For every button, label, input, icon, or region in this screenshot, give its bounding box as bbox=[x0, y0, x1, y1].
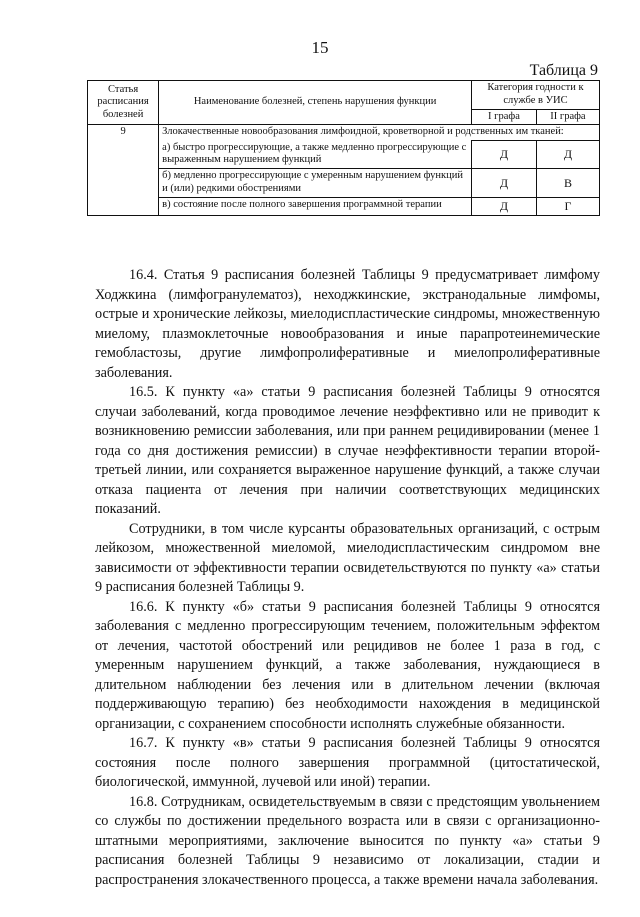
paragraph-employees: Сотрудники, в том числе курсанты образовательных организаций, с острым лейкозом, множественной миеломой, миелодиспластическим синдромом вне зависимости от эффективности терапии освидетельствуются по пункту «а» статьи 9 расписания болезней Таблицы 9. bbox=[95, 520, 600, 595]
paragraph-16-8: 16.8. Сотрудникам, освидетельствуемым в связи с предстоящим увольнением со службы по достижении предельного возраста или в связи с организационно-штатными мероприятиями, заключение выносится по пункту «а» статьи 9 расписания болезней Таблицы 9 независимо от локализации, стадии и распространения злокачественного процесса, а также времени начала заболевания. bbox=[95, 793, 600, 888]
page-number: 15 bbox=[311, 38, 329, 57]
paragraph-16-4: 16.4. Статья 9 расписания болезней Таблицы 9 предусматривает лимфому Ходжкина (лимфогранулематоз), неходжкинские, экстранодальные лимфомы, острые и хронические лейкозы, миелодиспластические синдромы, множественную миелому, плазмоклеточные новообразования и иные парапротеинемические гемобластозы, другие лимфопролиферативные и миелопролиферативные заболевания. bbox=[95, 267, 600, 381]
document-body bbox=[95, 266, 600, 890]
table-header-row bbox=[88, 81, 600, 110]
row-b-text: б) медленно прогрессирующие с умеренным нарушением функций и (или) редкими обострениями bbox=[159, 169, 472, 198]
intro-text: Злокачественные новообразования лимфоидной, кроветворной и родственных им тканей: bbox=[162, 126, 564, 138]
header-name: Наименование болезней, степень нарушения функции bbox=[159, 81, 472, 125]
header-grade-2: II графа bbox=[536, 109, 599, 125]
row-c-grade-2: Г bbox=[536, 197, 599, 215]
article-number: 9 bbox=[88, 125, 159, 215]
table-row bbox=[88, 197, 600, 215]
header-grade-1: I графа bbox=[472, 109, 537, 125]
row-a-text: а) быстро прогрессирующие, а также медленно прогрессирующие с выраженным нарушением функций bbox=[159, 141, 472, 169]
row-b-grade-2: В bbox=[536, 169, 599, 198]
header-category: Категория годности к службе в УИС bbox=[472, 81, 600, 110]
row-a-grade-2: Д bbox=[536, 141, 599, 169]
paragraph-16-5: 16.5. К пункту «а» статьи 9 расписания болезней Таблицы 9 относятся случаи заболеваний, когда проводимое лечение неэффективно или не приводит к возникновению ремиссии заболевания, или при раннем рецидивировании (менее 1 года со дня достижения ремиссии) в случае неэффективности терапии второй-третьей линии, или сохраняется выраженное нарушение функций, а также случаи отказа пациента от лечения при наличии соответствующих медицинских показаний. bbox=[95, 384, 600, 517]
row-a-grade-1: Д bbox=[472, 141, 537, 169]
table-row bbox=[88, 141, 600, 169]
row-c-grade-1: Д bbox=[472, 197, 537, 215]
paragraph-16-7: 16.7. К пункту «в» статьи 9 расписания болезней Таблицы 9 относятся состояния после полного завершения программной (цитостатической, биологической, иммунной, лучевой или иной) терапии. bbox=[95, 735, 600, 790]
row-c-text: в) состояние после полного завершения программной терапии bbox=[159, 197, 472, 215]
table-row bbox=[88, 169, 600, 198]
row-b-grade-1: Д bbox=[472, 169, 537, 198]
paragraph-16-6: 16.6. К пункту «б» статьи 9 расписания болезней Таблицы 9 относятся заболевания с медленно прогрессирующим течением, положительным эффектом от лечения, частотой обострений или рецидивов не более 1 раза в год, с умеренным нарушением функций, а также заболевания, нуждающиеся в длительном наблюдении без лечения или в длительном лечении (включая поддерживающую терапию) без необходимости нахождения в медицинской организации, с сохранением способности исполнять служебные обязанности. bbox=[95, 598, 600, 732]
table-row bbox=[88, 125, 600, 141]
intro-cell bbox=[159, 125, 600, 141]
table-caption: Таблица 9 bbox=[529, 62, 598, 79]
fitness-category-table bbox=[87, 80, 600, 216]
header-article: Статья расписания болезней bbox=[88, 81, 159, 125]
